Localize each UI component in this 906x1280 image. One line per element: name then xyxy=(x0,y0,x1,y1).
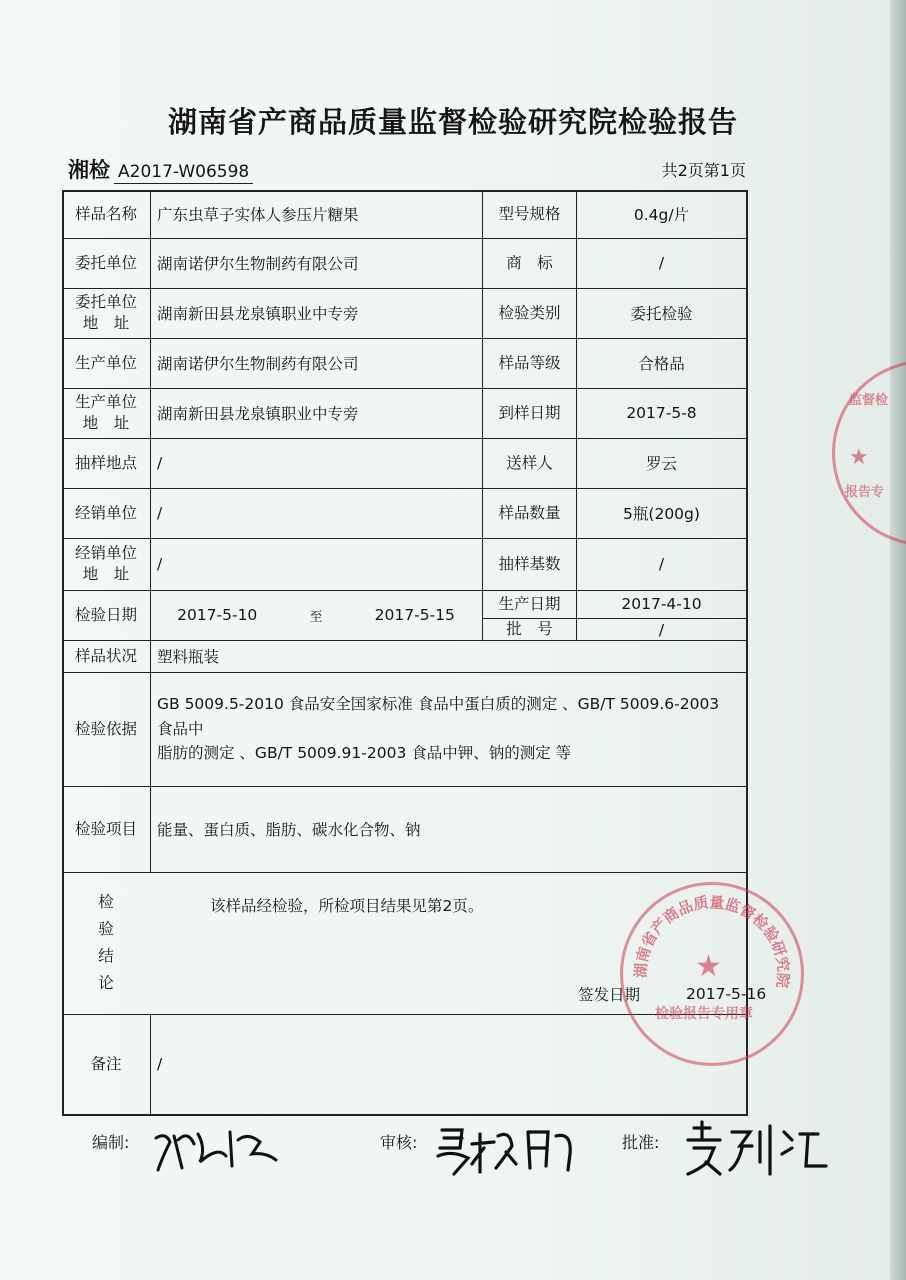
label-producer-address xyxy=(62,388,150,438)
label-conclusion xyxy=(62,872,150,1014)
test-date-from: 2017-5-10 xyxy=(177,606,258,624)
label-sample-condition: 样品状况 xyxy=(74,646,137,665)
value-batch-no: / xyxy=(658,620,665,639)
label-test-category: 检验类别 xyxy=(498,303,561,322)
label-distributor-address-line2: 地 址 xyxy=(82,565,130,583)
label-remarks: 备注 xyxy=(90,1054,122,1073)
conclusion-char-1: 检 xyxy=(98,892,114,911)
label-client: 委托单位 xyxy=(74,253,137,272)
test-basis-line2: 脂肪的测定 、GB/T 5009.91-2003 食品中钾、钠的测定 等 xyxy=(157,744,572,763)
report-prefix: 湘检 xyxy=(68,157,110,182)
label-sample-grade: 样品等级 xyxy=(498,353,561,372)
label-client-address-line2: 地 址 xyxy=(82,314,130,332)
edge-seal-text: 监督检 xyxy=(849,393,889,408)
value-sampling-site: / xyxy=(157,454,163,472)
value-producer-address: 湖南新田县龙泉镇职业中专旁 xyxy=(157,405,359,423)
label-client-address-line1: 委托单位 xyxy=(74,293,137,312)
issue-date-value: 2017-5-16 xyxy=(686,985,767,1003)
value-sample-grade: 合格品 xyxy=(638,355,685,373)
value-model-spec: 0.4g/片 xyxy=(633,206,690,224)
seal-star-icon: ★ xyxy=(695,949,722,984)
value-sampling-base: / xyxy=(658,555,665,573)
label-batch-no: 批 号 xyxy=(506,620,553,639)
value-producer: 湖南诺伊尔生物制药有限公司 xyxy=(157,355,359,373)
value-sample-condition: 塑料瓶装 xyxy=(157,648,220,666)
approved-label: 批准: xyxy=(622,1133,660,1152)
label-trademark: 商 标 xyxy=(506,253,553,272)
reviewed-label: 审核: xyxy=(380,1133,418,1152)
issue-date-label: 签发日期 xyxy=(578,986,641,1004)
approved-signature xyxy=(680,1118,830,1184)
value-test-date-range xyxy=(151,590,481,640)
label-arrival-date: 到样日期 xyxy=(498,403,561,422)
test-date-to-word: 至 xyxy=(309,609,323,625)
label-distributor: 经销单位 xyxy=(74,503,137,522)
label-distributor-address xyxy=(62,538,150,590)
label-sample-qty: 样品数量 xyxy=(498,503,561,522)
page-info: 共2页第1页 xyxy=(661,161,746,180)
value-test-items: 能量、蛋白质、脂肪、碳水化合物、钠 xyxy=(157,821,421,839)
value-client-address: 湖南新田县龙泉镇职业中专旁 xyxy=(157,305,359,323)
edge-seal-star-icon: ★ xyxy=(849,445,869,470)
value-distributor: / xyxy=(157,504,163,522)
value-sample-name: 广东虫草子实体人参压片糖果 xyxy=(157,206,359,224)
conclusion-text: 该样品经检验，所检项目结果见第2页。 xyxy=(210,897,484,915)
approved-signature-graphic xyxy=(680,1118,830,1180)
label-producer-address-line2: 地 址 xyxy=(82,414,130,432)
value-remarks: / xyxy=(157,1055,163,1073)
value-distributor-address: / xyxy=(157,555,163,573)
value-test-basis xyxy=(151,672,746,786)
value-trademark: / xyxy=(658,254,665,272)
conclusion-char-2: 验 xyxy=(98,919,114,938)
seal-arc-text: 湖南省产商品质量监督检验研究院 xyxy=(631,893,793,989)
compiled-label: 编制: xyxy=(92,1133,130,1152)
label-producer: 生产单位 xyxy=(74,353,137,372)
reviewed-signature-graphic xyxy=(432,1118,582,1178)
report-title: 湖南省产商品质量监督检验研究院检验报告 xyxy=(167,105,738,139)
label-producer-address-line1: 生产单位 xyxy=(74,393,137,412)
label-production-date: 生产日期 xyxy=(498,594,561,613)
value-arrival-date: 2017-5-8 xyxy=(626,404,697,422)
label-test-items: 检验项目 xyxy=(74,819,137,838)
compiled-signature xyxy=(148,1118,288,1182)
value-sender: 罗云 xyxy=(645,455,677,473)
label-distributor-address-line1: 经销单位 xyxy=(74,544,137,563)
label-model-spec: 型号规格 xyxy=(498,204,561,223)
label-client-address xyxy=(62,288,150,338)
label-sample-name: 样品名称 xyxy=(74,204,137,223)
value-production-date: 2017-4-10 xyxy=(621,595,702,613)
test-date-to: 2017-5-15 xyxy=(374,606,455,624)
report-number xyxy=(68,154,253,184)
label-sampling-site: 抽样地点 xyxy=(74,453,137,472)
reviewed-signature xyxy=(432,1118,582,1182)
label-sender: 送样人 xyxy=(506,453,553,472)
conclusion-char-4: 论 xyxy=(98,974,114,993)
edge-seal-subtext: 报告专 xyxy=(845,485,885,500)
test-basis-line1: GB 5009.5-2010 食品安全国家标准 食品中蛋白质的测定 、GB/T 5009.6-2003 食品中 xyxy=(157,694,720,738)
compiled-signature-graphic xyxy=(148,1118,288,1178)
label-test-basis: 检验依据 xyxy=(74,719,137,738)
seal-subtext: 检验报告专用章 xyxy=(655,1006,753,1022)
label-test-date: 检验日期 xyxy=(74,605,137,624)
report-number-value: A2017-W06598 xyxy=(114,162,253,184)
value-client: 湖南诺伊尔生物制药有限公司 xyxy=(157,255,359,273)
value-test-category: 委托检验 xyxy=(630,305,693,323)
official-seal xyxy=(620,882,804,1066)
label-sampling-base: 抽样基数 xyxy=(498,554,561,573)
conclusion-char-3: 结 xyxy=(98,947,114,965)
binding-edge xyxy=(890,0,906,1280)
value-sample-qty: 5瓶(200g) xyxy=(623,505,700,523)
